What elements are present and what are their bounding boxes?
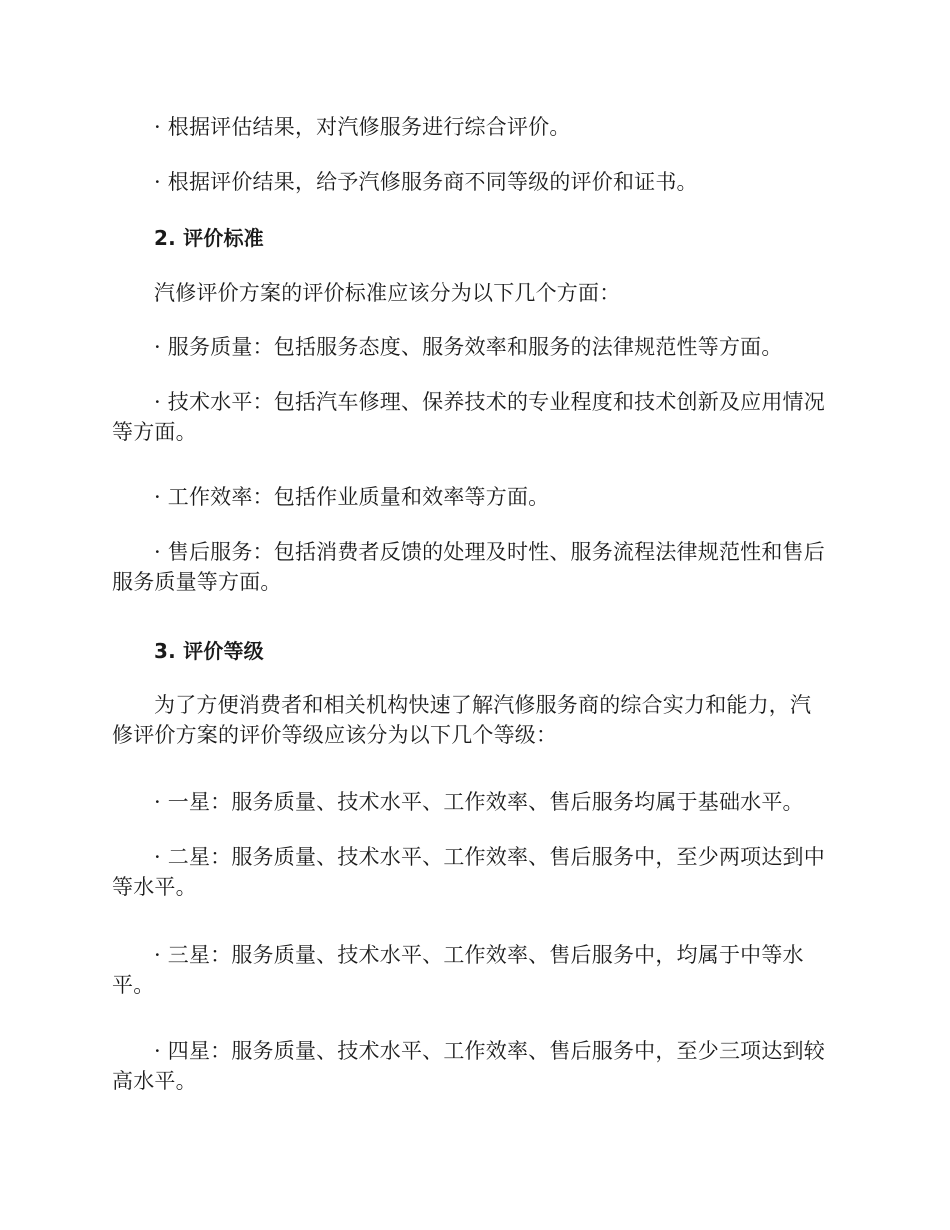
bullet-three-star: · 三星：服务质量、技术水平、工作效率、售后服务中，均属于中等水平。: [112, 943, 804, 997]
bullet-grant-certificate: · 根据评价结果，给予汽修服务商不同等级的评价和证书。: [154, 170, 698, 194]
criteria-intro-paragraph: 汽修评价方案的评价标准应该分为以下几个方面：: [154, 281, 621, 305]
bullet-four-star: · 四星：服务质量、技术水平、工作效率、售后服务中，至少三项达到较高水平。: [112, 1039, 825, 1093]
section-heading-levels: 3. 评价等级: [154, 639, 264, 663]
bullet-after-sales: · 售后服务：包括消费者反馈的处理及时性、服务流程法律规范性和售后服务质量等方面。: [112, 540, 825, 594]
bullet-one-star: · 一星：服务质量、技术水平、工作效率、售后服务均属于基础水平。: [154, 790, 804, 814]
levels-intro-paragraph: 为了方便消费者和相关机构快速了解汽修服务商的综合实力和能力，汽修评价方案的评价等级应该分为以下几个等级：: [112, 693, 812, 747]
bullet-service-quality: · 服务质量：包括服务态度、服务效率和服务的法律规范性等方面。: [154, 335, 783, 359]
bullet-technical-level: · 技术水平：包括汽车修理、保养技术的专业程度和技术创新及应用情况等方面。: [112, 390, 825, 444]
bullet-work-efficiency: · 工作效率：包括作业质量和效率等方面。: [154, 485, 550, 509]
bullet-two-star: · 二星：服务质量、技术水平、工作效率、售后服务中，至少两项达到中等水平。: [112, 845, 825, 899]
bullet-evaluate-service: · 根据评估结果，对汽修服务进行综合评价。: [154, 115, 571, 139]
section-heading-criteria: 2. 评价标准: [154, 226, 264, 250]
